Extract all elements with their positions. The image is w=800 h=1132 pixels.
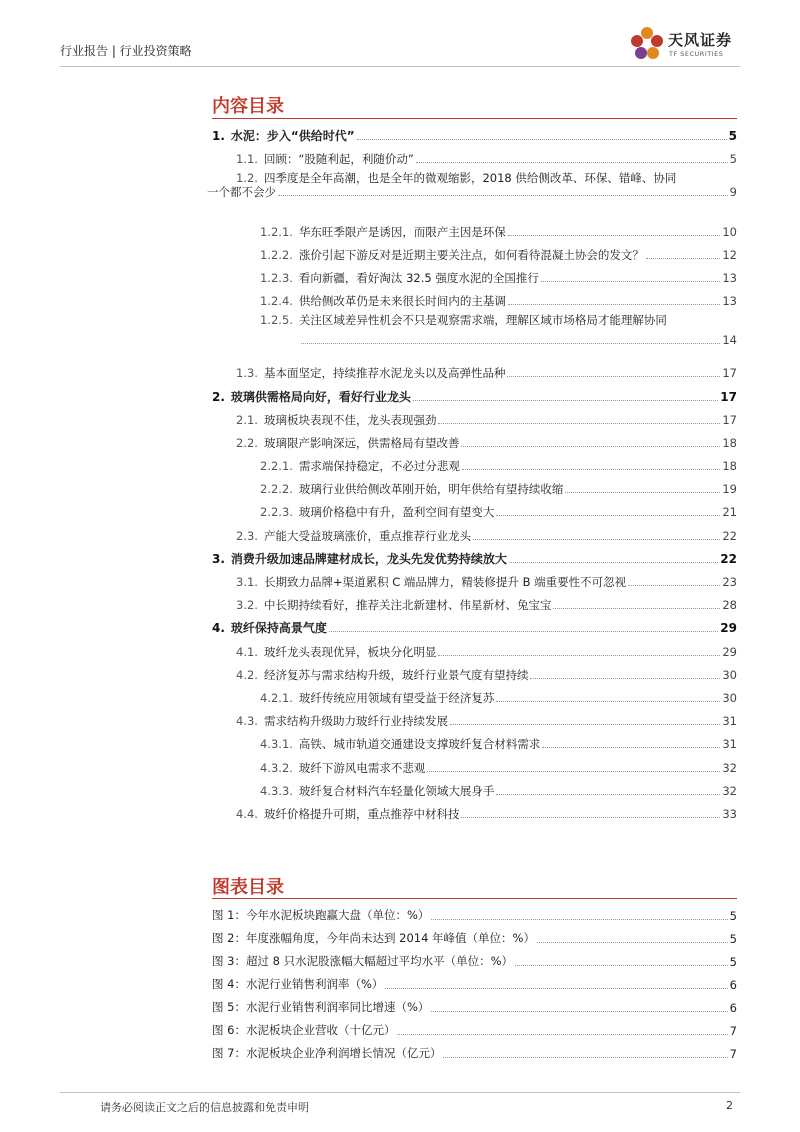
toc-entry-text: 消费升级加速品牌建材成长，龙头先发优势持续放大 [230, 551, 507, 566]
header-divider [60, 66, 740, 67]
toc-entry[interactable] [206, 166, 737, 215]
toc-entry-number: 1.2. [236, 171, 258, 186]
dot-leader [431, 919, 727, 920]
dot-leader [508, 235, 720, 236]
toc-entry[interactable] [212, 496, 737, 519]
dot-leader [329, 631, 718, 632]
figure-entry[interactable] [212, 1015, 737, 1038]
report-header: 行业报告 | 行业投资策略 [60, 44, 192, 58]
toc-entry-number: 4.4. [236, 806, 258, 821]
toc-entry-text: 高铁、城市轨道交通建设支撑玻纤复合材料需求 [298, 737, 541, 752]
dot-leader [507, 376, 720, 377]
toc-entry-number: 2.3. [236, 528, 258, 543]
toc-entry-text: 玻璃板块表现不佳，龙头表现强劲 [263, 412, 437, 427]
toc-entry[interactable] [212, 285, 737, 308]
toc-entry-page: 22 [722, 528, 737, 543]
toc-entry-number: 1.2.2. [260, 247, 293, 262]
toc-entry-number: 2. [212, 389, 225, 404]
company-logo [628, 24, 748, 66]
toc-entry[interactable] [212, 751, 737, 774]
toc-entry-page: 17 [722, 412, 737, 427]
toc-entry-text: 玻璃行业供给侧改革刚开始，明年供给有望持续收缩 [298, 482, 564, 497]
toc-entry-page: 10 [722, 224, 737, 239]
toc-entry-number: 3.1. [236, 575, 258, 589]
toc-entry-page: 31 [722, 714, 737, 729]
toc-entry-page: 18 [722, 459, 737, 474]
toc-entry-page: 32 [722, 783, 737, 798]
figure-entry-label: 图 1：今年水泥板块跑赢大盘（单位：%） [212, 908, 430, 922]
toc-entry-page: 30 [722, 690, 737, 705]
toc-entry-text: 供给侧改革仍是未来很长时间内的主基调 [298, 294, 506, 309]
toc-entry[interactable] [212, 635, 737, 658]
figure-entry[interactable] [212, 969, 737, 992]
dot-leader [450, 724, 720, 725]
toc-title-rule [212, 118, 737, 119]
toc-entry-page: 23 [722, 575, 737, 589]
dot-leader [438, 423, 720, 424]
logo-en-text: TF SECURITIES [669, 50, 724, 58]
toc-entry-page: 13 [722, 294, 737, 309]
toc-entry-page: 9 [729, 185, 737, 200]
figures-title-rule [212, 898, 737, 899]
toc-entry-number: 3.2. [236, 598, 258, 613]
toc-entry-page: 5 [728, 129, 737, 144]
toc-entry-number: 2.2.1. [260, 459, 293, 474]
figure-entry-page: 6 [729, 978, 737, 992]
toc-entry-page: 19 [722, 482, 737, 497]
toc-entry[interactable] [212, 239, 737, 262]
toc-entry-number: 2.2.3. [260, 505, 293, 520]
dot-leader [431, 1011, 727, 1012]
toc-entry-text: 玻纤传统应用领域有望受益于经济复苏 [298, 690, 495, 705]
toc-entry-text: 中长期持续看好，推荐关注北新建材、伟星新材、兔宝宝 [263, 598, 552, 613]
dot-leader [462, 469, 720, 470]
page-number: 2 [726, 1099, 733, 1112]
figure-entry-page: 7 [729, 1024, 737, 1038]
logo-cn-text: 天风证券 [668, 31, 733, 49]
toc-entry-number: 4.2. [236, 667, 258, 682]
toc-entry-text: 产能大受益玻璃涨价，重点推荐行业龙头 [263, 528, 471, 543]
dot-leader [413, 400, 718, 401]
dot-leader [515, 965, 728, 966]
table-of-contents [206, 120, 737, 821]
toc-entry-number: 4.3.3. [260, 783, 293, 798]
toc-entry-number: 4.3.2. [260, 760, 293, 775]
toc-entry-number: 2.2.2. [260, 482, 293, 497]
toc-entry-number: 2.2. [236, 435, 258, 450]
toc-entry[interactable] [212, 404, 737, 427]
toc-entry-page: 14 [722, 333, 737, 348]
figure-entry[interactable] [212, 1038, 737, 1061]
toc-entry-number: 1.2.4. [260, 294, 293, 309]
toc-entry[interactable] [212, 427, 737, 450]
figure-entry[interactable] [212, 900, 737, 923]
toc-entry[interactable] [212, 262, 737, 285]
toc-entry-page: 21 [722, 505, 737, 520]
toc-entry-number: 2.1. [236, 412, 258, 427]
toc-entry-text: 需求结构升级助力玻纤行业持续发展 [263, 714, 448, 729]
figure-entry-label: 图 7：水泥板块企业净利润增长情况（亿元） [212, 1046, 442, 1060]
figure-entry-page: 5 [729, 909, 737, 923]
toc-entry-number: 1.2.5. [260, 313, 293, 328]
dot-leader [542, 747, 720, 748]
toc-entry-text: 玻纤保持高景气度 [230, 621, 327, 636]
toc-entry-page: 28 [722, 598, 737, 613]
dot-leader [565, 492, 720, 493]
toc-entry-page: 29 [720, 621, 737, 636]
dot-leader [473, 539, 720, 540]
dot-leader [496, 515, 720, 516]
toc-entry-number: 3. [212, 551, 225, 566]
footer-disclaimer: 请务必阅读正文之后的信息披露和免责申明 [100, 1101, 309, 1114]
dot-leader [541, 281, 721, 282]
toc-entry-number: 4.1. [236, 644, 258, 659]
toc-entry-text: 玻纤复合材料汽车轻量化领域大展身手 [298, 783, 495, 798]
toc-entry[interactable] [212, 450, 737, 473]
figures-title: 图表目录 [212, 877, 284, 898]
toc-entry-text: 基本面坚定，持续推荐水泥龙头以及高弹性品种 [263, 366, 506, 381]
dot-leader [427, 771, 720, 772]
toc-entry-text: 长期致力品牌+渠道累积 C 端品牌力，精装修提升 B 端重要性不可忽视 [263, 575, 627, 589]
toc-entry-text: 玻璃价格稳中有升，盈利空间有望变大 [298, 505, 495, 520]
toc-entry-text: 看向新疆，看好淘汰 32.5 强度水泥的全国推行 [298, 270, 539, 285]
toc-entry-number: 1.2.1. [260, 224, 293, 239]
toc-entry-page: 33 [722, 806, 737, 821]
toc-entry[interactable] [212, 612, 737, 635]
dot-leader [301, 343, 720, 344]
toc-title: 内容目录 [212, 96, 284, 117]
figure-entry-label: 图 6：水泥板块企业营收（十亿元） [212, 1023, 396, 1037]
toc-entry-text: 华东旺季限产是诱因，而限产主因是环保 [298, 224, 506, 239]
dot-leader [385, 988, 727, 989]
toc-entry[interactable] [212, 775, 737, 798]
toc-entry-number: 4.2.1. [260, 690, 293, 705]
toc-entry[interactable] [212, 380, 737, 403]
toc-entry-text: 玻璃供需格局向好，看好行业龙头 [230, 389, 411, 404]
toc-entry-page: 22 [720, 551, 737, 566]
figure-entry-label: 图 4：水泥行业销售利润率（%） [212, 977, 384, 991]
toc-entry-text-continued: 一个都不会少 [206, 185, 276, 200]
figure-entry-label: 图 5：水泥行业销售利润率同比增速（%） [212, 1000, 430, 1014]
dot-leader [461, 817, 720, 818]
dot-leader [438, 655, 720, 656]
figure-entry-page: 6 [729, 1001, 737, 1015]
toc-entry-text: 水泥：步入“供给时代” [230, 129, 355, 144]
toc-entry[interactable] [212, 519, 737, 542]
toc-entry-number: 1.3. [236, 366, 258, 381]
footer-divider [60, 1092, 740, 1093]
toc-entry-text: 经济复苏与需求结构升级，玻纤行业景气度有望持续 [263, 667, 529, 682]
toc-entry-page: 29 [722, 644, 737, 659]
toc-entry[interactable] [212, 705, 737, 728]
toc-entry-page: 5 [729, 152, 737, 167]
toc-entry-text: 涨价引起下游反对是近期主要关注点，如何看待混凝土协会的发文？ [298, 247, 644, 262]
dot-leader [553, 608, 720, 609]
toc-entry[interactable] [212, 659, 737, 682]
toc-entry-page: 31 [722, 737, 737, 752]
toc-entry[interactable] [212, 215, 737, 238]
toc-entry[interactable] [212, 543, 737, 566]
dot-leader [646, 258, 720, 259]
dot-leader [530, 678, 720, 679]
toc-entry-page: 17 [722, 366, 737, 381]
toc-entry-text: 玻璃限产影响深远，供需格局有望改善 [263, 435, 460, 450]
toc-entry[interactable] [212, 589, 737, 612]
toc-entry-page: 17 [720, 389, 737, 404]
toc-entry[interactable] [212, 682, 737, 705]
toc-entry-number: 1. [212, 129, 225, 144]
dot-leader [508, 304, 720, 305]
toc-entry-page: 18 [722, 435, 737, 450]
toc-entry-number: 4. [212, 621, 225, 636]
toc-entry-page: 32 [722, 760, 737, 775]
dot-leader [443, 1057, 727, 1058]
figure-entry[interactable] [212, 923, 737, 946]
toc-entry[interactable] [212, 143, 737, 166]
toc-entry-number: 1.2.3. [260, 270, 293, 285]
dot-leader [496, 794, 720, 795]
figure-entry[interactable] [212, 946, 737, 969]
toc-entry-page: 13 [722, 270, 737, 285]
figure-entry-page: 7 [729, 1047, 737, 1061]
toc-entry-text: 玻纤下游风电需求不悲观 [298, 760, 426, 775]
toc-entry-text: 玻纤价格提升可期，重点推荐中材科技 [263, 806, 460, 821]
toc-entry[interactable] [212, 566, 737, 589]
toc-entry-number: 4.3.1. [260, 737, 293, 752]
dot-leader [496, 701, 720, 702]
toc-entry[interactable] [212, 473, 737, 496]
dot-leader [397, 1034, 727, 1035]
figure-list [212, 900, 737, 1061]
logo-flower-icon [628, 24, 666, 62]
figure-entry-page: 5 [729, 932, 737, 946]
figure-entry-label: 图 3：超过 8 只水泥股涨幅大幅超过平均水平（单位：%） [212, 954, 514, 968]
toc-entry[interactable] [212, 120, 737, 143]
toc-entry-text: 关注区域差异性机会不只是观察需求端，理解区域市场格局才能理解协同 [298, 313, 667, 328]
figure-entry[interactable] [212, 992, 737, 1015]
dot-leader [416, 162, 728, 163]
figure-entry-page: 5 [729, 955, 737, 969]
toc-entry[interactable] [212, 357, 737, 380]
toc-entry[interactable] [212, 308, 737, 357]
figure-entry-label: 图 2：年度涨幅角度，今年尚未达到 2014 年峰值（单位：%） [212, 931, 535, 945]
toc-entry-text: 需求端保持稳定，不必过分悲观 [298, 459, 460, 474]
dot-leader [628, 585, 720, 586]
toc-entry-page: 12 [722, 247, 737, 262]
toc-entry-page: 30 [722, 667, 737, 682]
toc-entry-text: 回顾：“股随利起，利随价动” [263, 152, 414, 167]
toc-entry-text: 四季度是全年高潮，也是全年的微观缩影，2018 供给侧改革、环保、错峰、协同 [263, 171, 677, 186]
toc-entry-text: 玻纤龙头表现优异，板块分化明显 [263, 644, 437, 659]
toc-entry-number: 1.1. [236, 152, 258, 167]
dot-leader [278, 195, 728, 196]
toc-entry-number: 4.3. [236, 714, 258, 729]
dot-leader [357, 139, 727, 140]
dot-leader [461, 446, 720, 447]
dot-leader [537, 942, 728, 943]
toc-entry[interactable] [212, 798, 737, 821]
dot-leader [509, 562, 718, 563]
toc-entry[interactable] [212, 728, 737, 751]
